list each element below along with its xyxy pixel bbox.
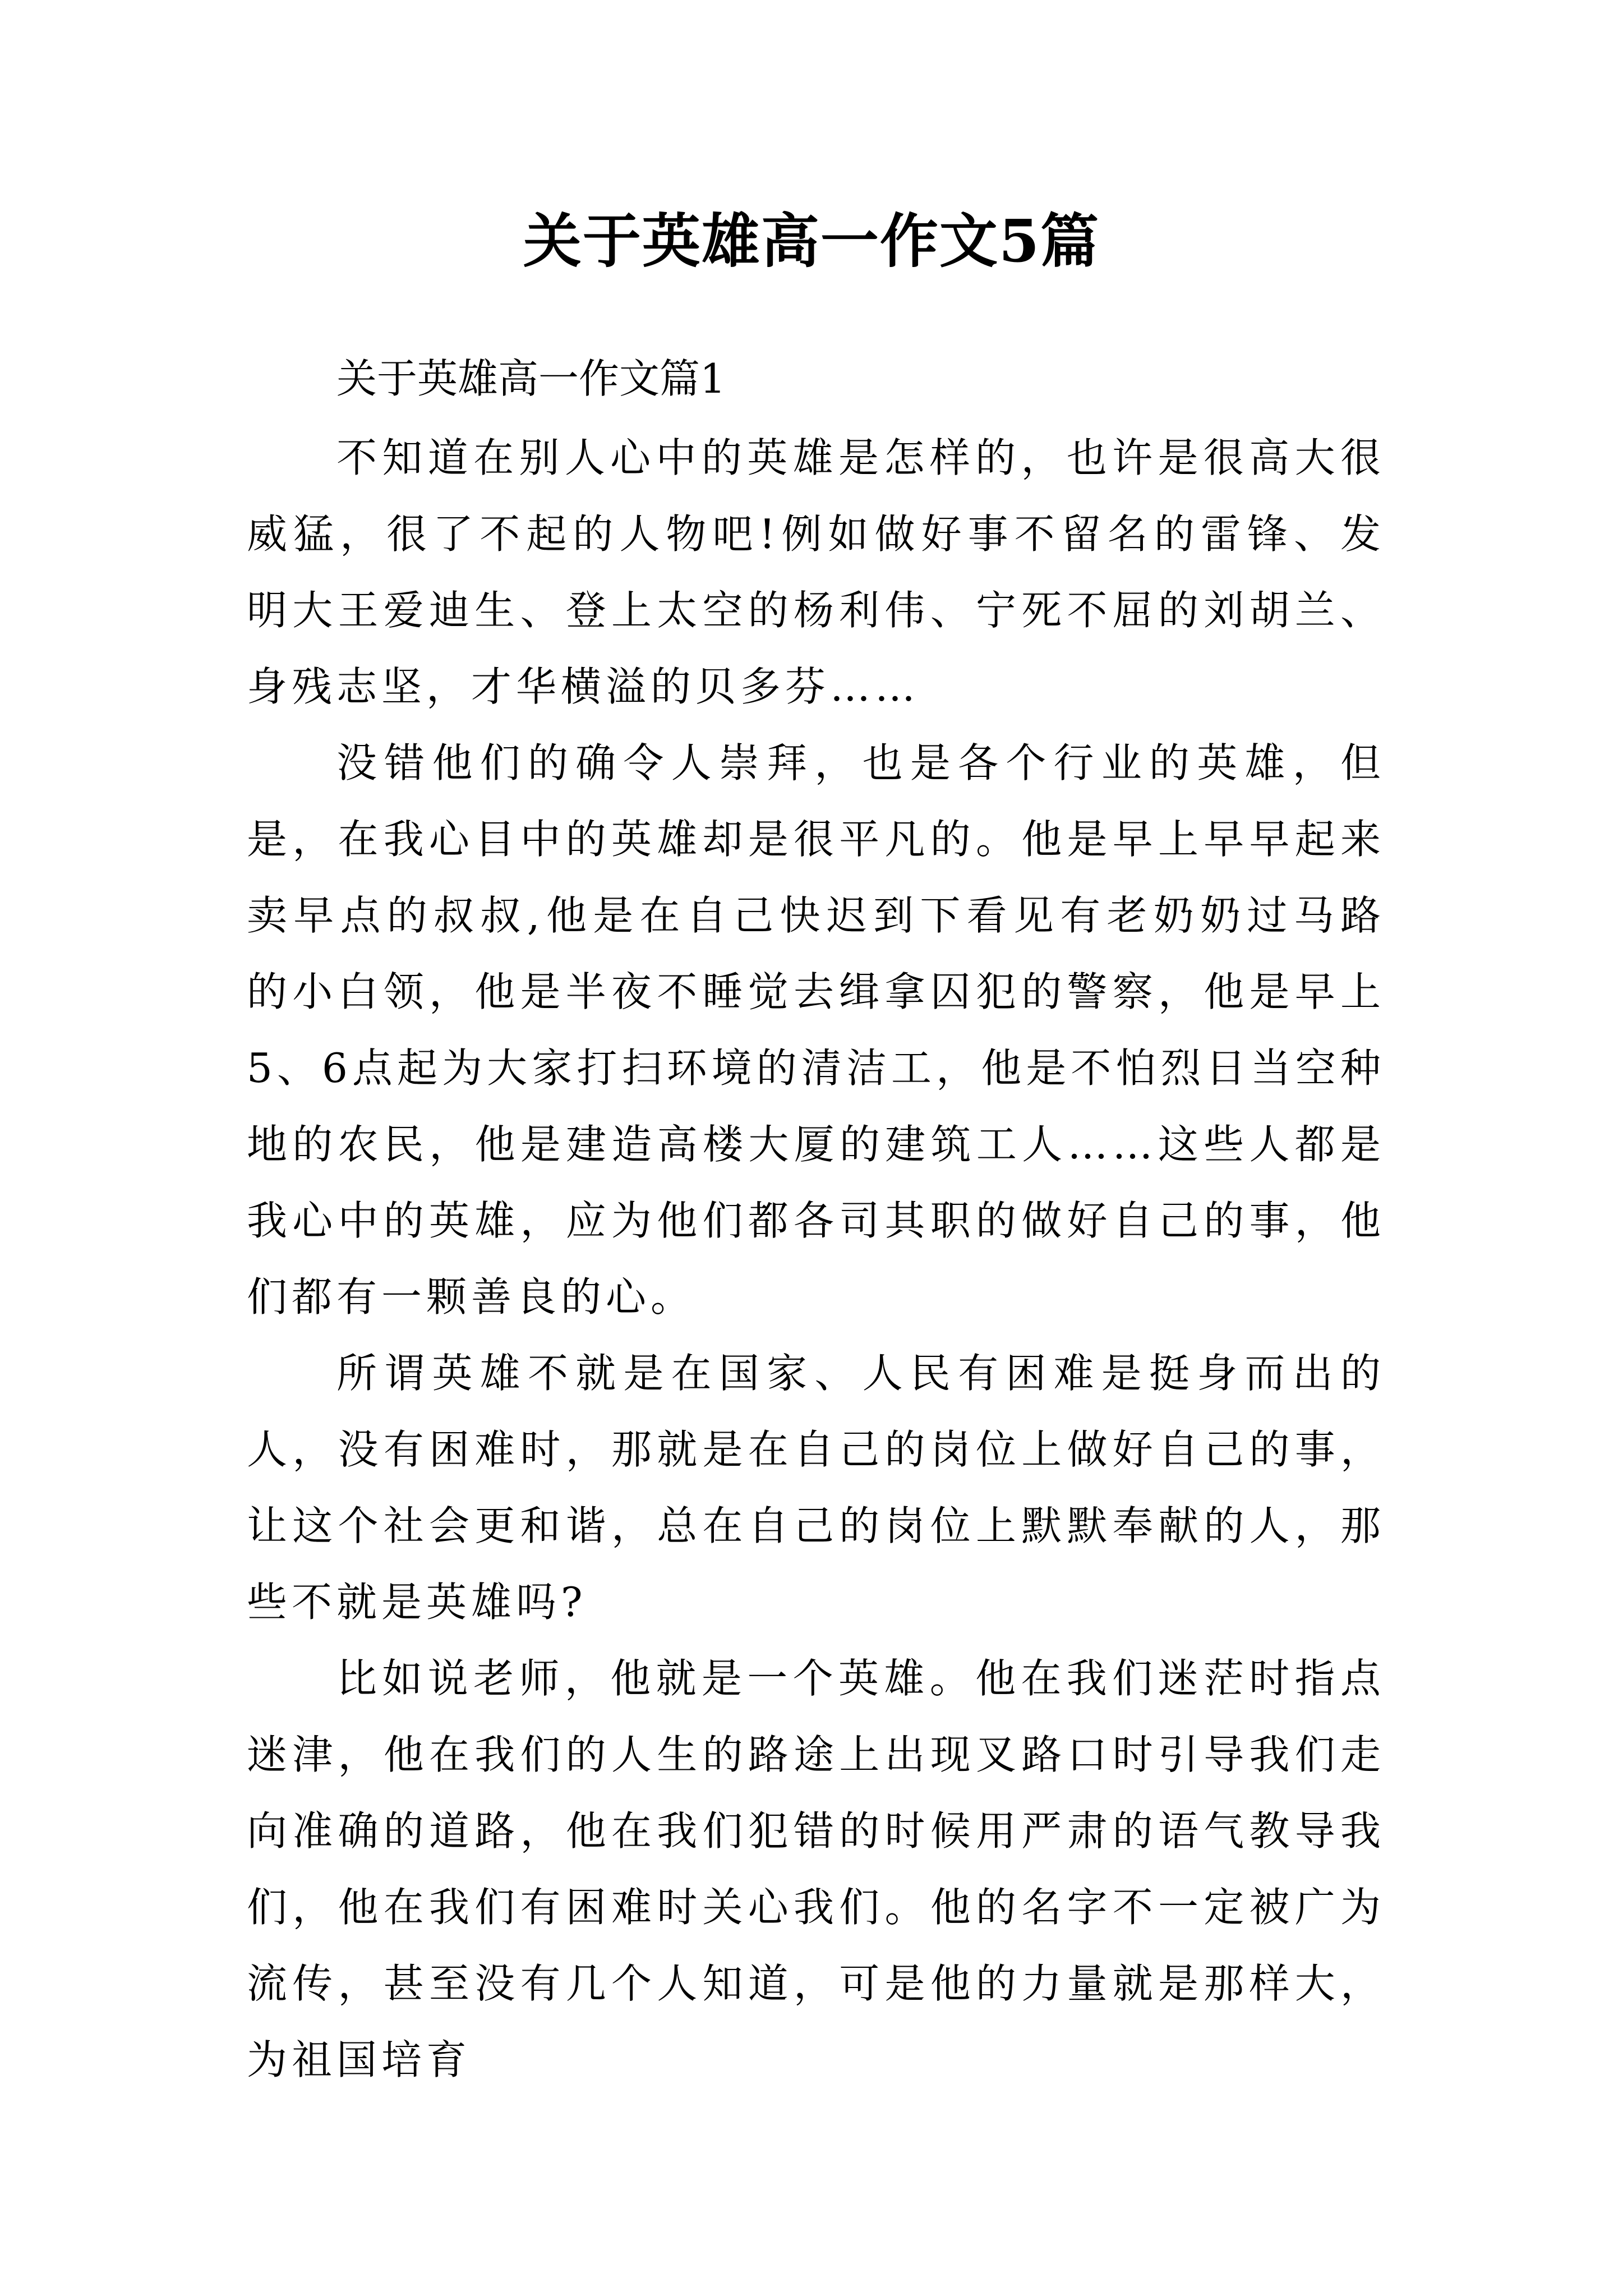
- document-title: 关于英雄高一作文5篇: [523, 206, 1100, 275]
- paragraph-4: 比如说老师，他就是一个英雄。他在我们迷茫时指点迷津，他在我们的人生的路途上出现叉路口时引导我们走向准确的道路，他在我们犯错的时候用严肃的语气教导我们，他在我们有困难时关心我们。他的名字不一定被广为流传，甚至没有几个人知道，可是他的力量就是那样大，为祖国培育: [247, 1655, 1385, 2083]
- section-heading: 关于英雄高一作文篇1: [336, 355, 726, 402]
- paragraph-1: 不知道在别人心中的英雄是怎样的，也许是很高大很威猛，很了不起的人物吧!例如做好事不留名的雷锋、发明大王爱迪生、登上太空的杨利伟、宁死不屈的刘胡兰、身残志坚，才华横溢的贝多芬……: [247, 434, 1385, 710]
- paragraph-3: 所谓英雄不就是在国家、人民有困难是挺身而出的人，没有困难时，那就是在自己的岗位上做好自己的事，让这个社会更和谐，总在自己的岗位上默默奉献的人，那些不就是英雄吗?: [247, 1350, 1385, 1626]
- paragraph-2: 没错他们的确令人崇拜，也是各个行业的英雄，但是，在我心目中的英雄却是很平凡的。他是早上早早起来卖早点的叔叔,他是在自己快迟到下看见有老奶奶过马路的小白领，他是半夜不睡觉去缉拿囚犯的警察，他是早上5、6点起为大家打扫环境的清洁工，他是不怕烈日当空种地的农民，他是建造高楼大厦的建筑工人……这些人都是我心中的英雄，应为他们都各司其职的做好自己的事，他们都有一颗善良的心。: [247, 739, 1385, 1320]
- document-body: [247, 341, 1385, 2098]
